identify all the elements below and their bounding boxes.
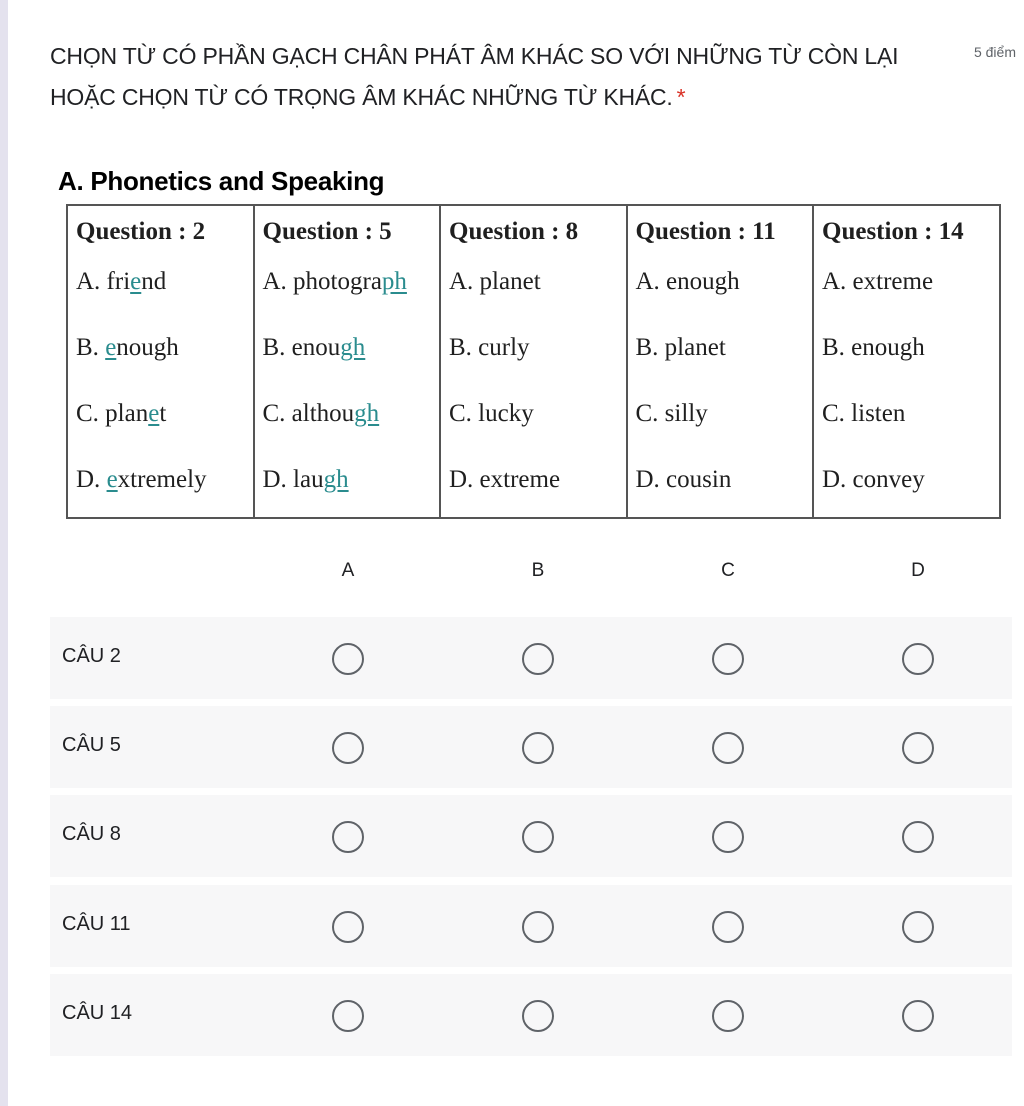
phonetic-option: A. enough bbox=[635, 268, 740, 295]
phonetics-column-q8 bbox=[440, 205, 627, 518]
column-header: Question : 5 bbox=[262, 218, 392, 245]
radio-cau-14-d[interactable] bbox=[902, 1000, 934, 1032]
radio-cau-8-b[interactable] bbox=[522, 821, 554, 853]
phonetic-option: D. extreme bbox=[449, 466, 561, 493]
radio-cau-2-a[interactable] bbox=[332, 643, 364, 675]
radio-cau-8-c[interactable] bbox=[712, 821, 744, 853]
phonetic-option: D. cousin bbox=[635, 466, 732, 493]
grid-row-label: CÂU 2 bbox=[62, 645, 121, 667]
grid-row-cau-2 bbox=[50, 617, 1012, 699]
phonetic-option: C. planet bbox=[76, 400, 167, 427]
radio-cau-14-b[interactable] bbox=[522, 1000, 554, 1032]
phonetics-column-q11 bbox=[627, 205, 814, 518]
grid-row-label: CÂU 11 bbox=[62, 913, 131, 935]
phonetic-option: B. enough bbox=[822, 334, 925, 361]
phonetics-column-q5 bbox=[254, 205, 441, 518]
left-accent-bar bbox=[0, 0, 8, 1106]
radio-cau-11-c[interactable] bbox=[712, 911, 744, 943]
phonetic-option: A. photograph bbox=[262, 268, 407, 295]
radio-cau-11-d[interactable] bbox=[902, 911, 934, 943]
phonetic-option: C. although bbox=[262, 400, 380, 427]
grid-row-cau-5 bbox=[50, 706, 1012, 788]
phonetic-option: D. convey bbox=[822, 466, 925, 493]
required-marker: * bbox=[676, 84, 686, 110]
column-header: Question : 2 bbox=[76, 218, 206, 245]
points-label: 5 điểm bbox=[973, 44, 1016, 60]
radio-cau-5-d[interactable] bbox=[902, 732, 934, 764]
radio-cau-5-b[interactable] bbox=[522, 732, 554, 764]
grid-row-cau-14 bbox=[50, 974, 1012, 1056]
question-header bbox=[50, 36, 1016, 118]
grid-column-header-d: D bbox=[911, 560, 925, 581]
phonetics-table bbox=[66, 204, 1001, 519]
grid-column-header-b: B bbox=[531, 560, 545, 581]
radio-cau-8-a[interactable] bbox=[332, 821, 364, 853]
grid-column-headers bbox=[50, 560, 1012, 590]
phonetic-option: B. enough bbox=[76, 334, 179, 361]
radio-cau-2-c[interactable] bbox=[712, 643, 744, 675]
phonetic-option: B. enough bbox=[262, 334, 366, 361]
radio-cau-11-b[interactable] bbox=[522, 911, 554, 943]
phonetic-option: A. planet bbox=[449, 268, 541, 295]
phonetic-option: B. planet bbox=[635, 334, 726, 361]
phonetic-option: B. curly bbox=[449, 334, 530, 361]
column-header: Question : 14 bbox=[822, 218, 964, 245]
phonetic-option: C. silly bbox=[635, 400, 708, 427]
grid-column-header-a: A bbox=[341, 560, 355, 581]
radio-cau-11-a[interactable] bbox=[332, 911, 364, 943]
question-title-text: CHỌN TỪ CÓ PHẦN GẠCH CHÂN PHÁT ÂM KHÁC SO VỚI NHỮNG TỪ CÒN LẠI HOẶC CHỌN TỪ CÓ TRỌNG ÂM KHÁC NHỮNG TỪ KHÁC. bbox=[50, 43, 899, 110]
section-title: A. Phonetics and Speaking bbox=[58, 166, 385, 196]
grid-column-header-c: C bbox=[721, 560, 735, 581]
column-header: Question : 11 bbox=[635, 218, 776, 245]
phonetics-column-q2 bbox=[67, 205, 254, 518]
radio-cau-14-c[interactable] bbox=[712, 1000, 744, 1032]
phonetic-option: C. lucky bbox=[449, 400, 534, 427]
grid-row-label: CÂU 14 bbox=[62, 1002, 133, 1024]
grid-row-label: CÂU 5 bbox=[62, 734, 121, 756]
grid-row-cau-8 bbox=[50, 795, 1012, 877]
radio-cau-14-a[interactable] bbox=[332, 1000, 364, 1032]
radio-cau-5-a[interactable] bbox=[332, 732, 364, 764]
phonetic-option: A. friend bbox=[76, 268, 167, 295]
radio-cau-2-b[interactable] bbox=[522, 643, 554, 675]
phonetics-column-q14 bbox=[813, 205, 1000, 518]
phonetics-table-row bbox=[67, 205, 1000, 518]
grid-row-cau-11 bbox=[50, 885, 1012, 967]
question-title bbox=[50, 36, 940, 118]
phonetic-option: D. laugh bbox=[262, 466, 349, 493]
radio-cau-5-c[interactable] bbox=[712, 732, 744, 764]
phonetic-option: D. extremely bbox=[76, 466, 207, 493]
radio-cau-2-d[interactable] bbox=[902, 643, 934, 675]
grid-row-label: CÂU 8 bbox=[62, 823, 121, 845]
radio-cau-8-d[interactable] bbox=[902, 821, 934, 853]
phonetic-option: A. extreme bbox=[822, 268, 934, 295]
phonetic-option: C. listen bbox=[822, 400, 906, 427]
column-header: Question : 8 bbox=[449, 218, 579, 245]
